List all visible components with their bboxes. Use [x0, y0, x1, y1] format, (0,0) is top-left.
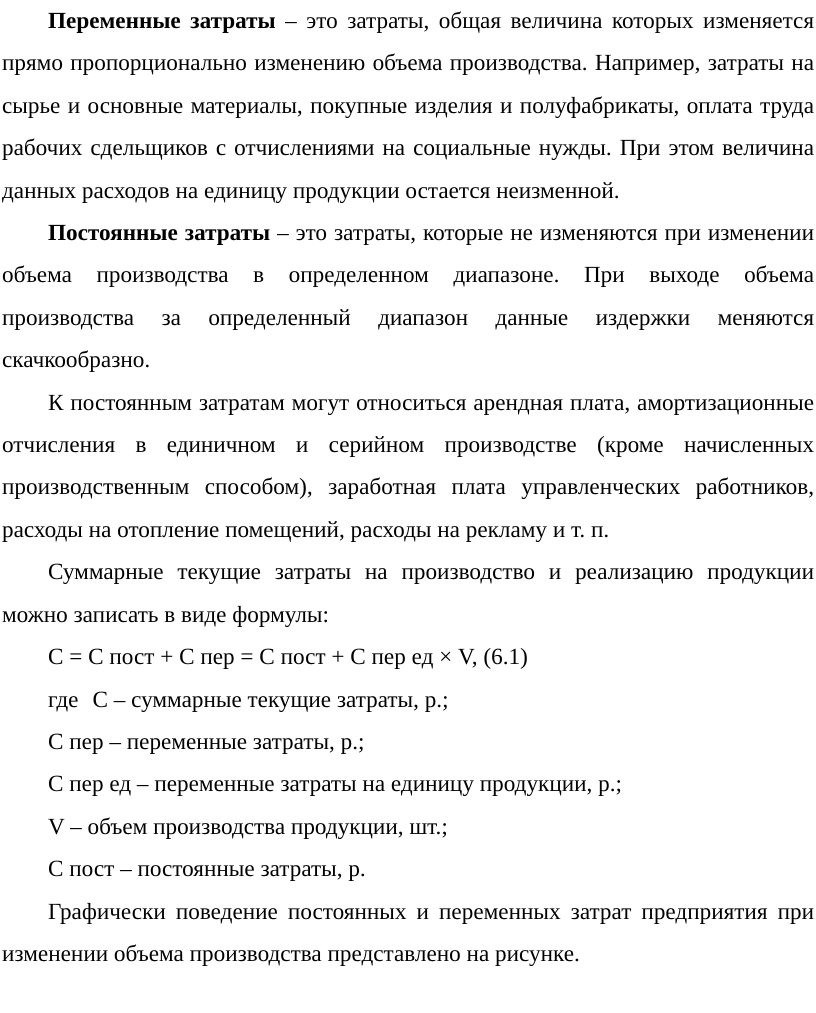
paragraph-closing: Графически поведение постоянных и переменных затрат предприятия при изменении объема производства представлено на рисунке.: [2, 898, 814, 967]
term-variable-costs: Переменные затраты: [48, 8, 276, 34]
formula-expression: С = С пост + С пер = С пост + С пер ед × V, (6.1): [48, 644, 528, 671]
formula-definition-fixed: С пост – постоянные затраты, р.: [48, 856, 366, 883]
formula-definition-total: [2, 679, 814, 721]
paragraph-fixed-costs-examples: К постоянным затратам могут относиться арендная плата, амортизационные отчисления в единичном и серийном производстве (кроме начисленных производственным способом), заработная плата управленческих работников, расходы на отопление помещений, расходы на рекламу и т. п.: [2, 389, 814, 543]
formula-definition-text: С – суммарные текущие затраты, р.;: [92, 686, 449, 713]
formula-where-label: где: [48, 686, 79, 713]
formula-definition-variable: С пер – переменные затраты, р.;: [48, 728, 365, 755]
formula-definition-volume: V – объем производства продукции, шт.;: [48, 813, 448, 840]
paragraph-variable-costs: [2, 0, 814, 212]
term-fixed-costs: Постоянные затраты: [48, 220, 271, 247]
formula-definition-variable-unit: С пер ед – переменные затраты на единицу продукции, р.;: [48, 771, 622, 798]
definition-variable-costs: – это затраты, общая величина которых изменяется прямо пропорционально изменению объема производства. Например, затраты на сырье и основные материалы, покупные изделия и полуфабрикаты, оплата труда рабочих сдельщиков с отчислениями на социальные нужды. При этом величина данных расходов на единицу продукции остается неизменной.: [2, 8, 814, 204]
paragraph-fixed-costs: [2, 212, 814, 382]
document-page: [2, 0, 814, 975]
definition-fixed-costs: – это затраты, которые не изменяются при изменении объема производства в определенном диапазоне. При выходе объема производства за определенный диапазон данные издержки меняются скачкообразно.: [2, 220, 814, 374]
paragraph-total-costs-intro: Суммарные текущие затраты на производство и реализацию продукции можно записать в виде формулы:: [2, 559, 814, 628]
